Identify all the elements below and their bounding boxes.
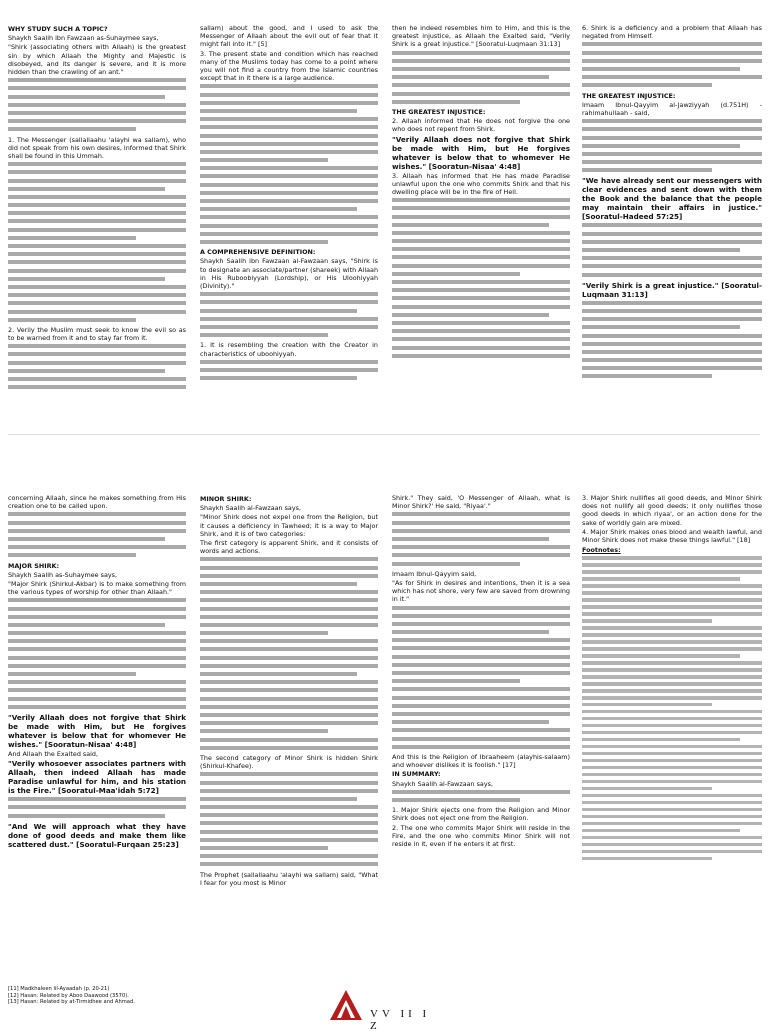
paragraph: 4. Major Shirk makes ones blood and wealth lawful, and Minor Shirk does not make these things lawful." [18] [582, 527, 762, 545]
section-heading: THE GREATEST INJUSTICE: [392, 107, 486, 116]
footnotes-heading: Footnotes: [582, 546, 621, 555]
text-block-placeholder [582, 119, 762, 172]
text-block-placeholder [392, 606, 570, 749]
text-block-placeholder [582, 223, 762, 276]
section-heading: MAJOR SHIRK: [8, 561, 60, 570]
text-block-placeholder [582, 42, 762, 87]
publisher-logo [326, 988, 438, 1032]
section-heading: THE GREATEST INJUSTICE: [582, 91, 676, 100]
paragraph: "Shirk (associating others with Allaah) is the greatest sin by which Allaah the Mighty and Majestic is disobeyed, and its danger is severe, and it is more hidden than the crawling of an ant." [8, 43, 186, 77]
logo-emblem-icon [326, 988, 366, 1022]
quranic-quote: "And We will approach what they have done of good deeds and make them like scattered dust." [Sooratul-Furqaan 25:23] [8, 821, 186, 849]
quranic-quote: "Verily whosoever associates partners with Allaah, then indeed Allaah has made Paradise unlawful for him, and his station is the Fire." [Sooratul-Maa'idah 5:72] [8, 759, 186, 796]
paragraph: The second category of Minor Shirk is hidden Shirk (Shirkul-Khafee). [200, 753, 378, 771]
top-column-4 [582, 24, 762, 420]
paragraph: 2. The one who commits Major Shirk will reside in the Fire, and the one who commits Minor Shirk will not reside in it, even if he enters it at first. [392, 823, 570, 848]
paragraph: Shaykh Saalih al-Fawzaan says, [200, 504, 301, 513]
paragraph: And Allaah the Exalted said, [8, 749, 99, 758]
paragraph: 1. The Messenger (sallallaahu 'alayhi wa sallam), who did not speak from his own desires, informed that Shirk shall be found in this Ummah. [8, 135, 186, 160]
footnote-line: [13] Hasan: Related by at-Tirmidhee and Ahmad. [8, 999, 135, 1006]
text-block-placeholder [8, 78, 186, 131]
text-block-placeholder [392, 512, 570, 565]
text-block-placeholder [392, 51, 570, 104]
section-heading: WHY STUDY SUCH A TOPIC? [8, 25, 108, 33]
top-column-3 [392, 24, 570, 420]
lower-column-4 [582, 494, 762, 988]
paragraph: 2. Allaah informed that He does not forgive the one who does not repent from Shirk. [392, 117, 570, 134]
footnote-line: [11] Madkhaleen lil-Ayaadah (p. 20-21) [8, 986, 110, 992]
paragraph: Shaykh Saalih ibn Fawzaan al-Fawzaan says, "Shirk is to designate an associate/partner (shareek) with Allaah in His Ruboobiyyah (Lordship), or His Uloohiyyah (Divinity)." [200, 257, 378, 290]
text-block-placeholder [8, 512, 186, 557]
paragraph: Shaykh Saalih ibn Fawzaan as-Suhaymee says, [8, 34, 159, 43]
paragraph: "Minor Shirk does not expel one from the Religion, but it causes a deficiency in Tawheed; it is a way to Major Shirk, and it is of two categories: [200, 513, 378, 538]
paragraph: 3. Major Shirk nullifies all good deeds, and Minor Shirk does not nullify all good deeds; it only nullifies those good deeds in which riyaa', or an action done for the sake of worldly gain are mixed. [582, 494, 762, 527]
paragraph: Shirk." They said, 'O Messenger of Allaah, what is Minor Shirk?' He said, "Riyaa'." [392, 494, 570, 511]
quranic-quote: "Verily Shirk is a great injustice." [Sooratul-Luqmaan 31:13] [582, 280, 762, 299]
paragraph: Imaam Ibnul-Qayyim said, [392, 569, 477, 578]
paragraph: 3. Allaah has informed that He has made Paradise unlawful upon the one who commits Shirk and that his dwelling place will be in the fire of Hell. [392, 171, 570, 196]
paragraph: "Major Shirk (Shirkul-Akbar) is to make something from the various types of worship for other than Allaah." [8, 579, 186, 597]
footnote-line: [12] Hasan: Related by Aboo Daawood (3570). [8, 992, 129, 999]
lower-column-3 [392, 494, 570, 988]
text-block-placeholder [582, 301, 762, 379]
top-column-2 [200, 24, 378, 420]
text-block-placeholder [8, 797, 186, 817]
paragraph: Shaykh Saalih al-Fawzaan says, [392, 779, 493, 788]
quranic-quote: "We have already sent our messengers with clear evidences and sent down with them the Book and the balance that the people may maintain their affairs in justice." [Sooratul-Hadeed 57:25] [582, 176, 762, 222]
footnotes-placeholder [582, 556, 762, 860]
top-column-1 [8, 24, 186, 420]
section-heading: A COMPREHENSIVE DEFINITION: [200, 248, 316, 257]
text-block-placeholder [200, 557, 378, 749]
quranic-quote: "Verily Allaah does not forgive that Shirk be made with Him, but He forgives whatever is below that for whomever He wishes." [Sooratun-Nisaa' 4:48] [8, 712, 186, 749]
paragraph: concerning Allaah, since he makes something from His creation one to be called upon. [8, 494, 186, 511]
paragraph: 1. It is resembling the creation with the Creator in characteristics of uboohiyyah. [200, 341, 378, 358]
footer-references [8, 986, 308, 1020]
text-block-placeholder [8, 598, 186, 708]
text-block-placeholder [392, 198, 570, 358]
paragraph: The Prophet (sallallaahu 'alayhi wa sallam) said, "What I fear for you most is Minor [200, 870, 378, 887]
text-block-placeholder [8, 344, 186, 389]
paragraph: And this is the Religion of Ibraaheem (alayhis-salaam) and whoever dislikes it is foolish." [17] [392, 752, 570, 770]
paragraph: "As for Shirk in desires and intentions, then it is a sea which has not shore, very few are saved from drowning in it." [392, 578, 570, 604]
paragraph: The first category is apparent Shirk, and it consists of words and actions. [200, 539, 378, 556]
paragraph: 1. Major Shirk ejects one from the Religion and Minor Shirk does not eject one from the Religion. [392, 806, 570, 823]
paragraph: 2. Verily the Muslim must seek to know the evil so as to be warned from it and to stay far from it. [8, 325, 186, 343]
text-block-placeholder [200, 360, 378, 380]
lower-column-1 [8, 494, 186, 988]
text-block-placeholder [8, 162, 186, 322]
text-block-placeholder [200, 772, 378, 866]
paragraph: Imaam Ibnul-Qayyim al-Jawziyyah (d.751H) - rahimahullaah - said, [582, 100, 762, 117]
lower-column-2 [200, 494, 378, 988]
quranic-quote: "Verily Allaah does not forgive that Shirk be made with Him, but He forgives whatever is below that to whomever He wishes." [Sooratun-Nisaa' 4:48] [392, 134, 570, 171]
paragraph: then he indeed resembles him to Him, and this is the greatest injustice, as Allaah the Exalted said, "Verily Shirk is a great injustice." [Sooratul-Luqmaan 31:13] [392, 24, 570, 49]
paragraph: 3. The present state and condition which has reached many of the Muslims today has come to a point where you will not find a country from the Islamic countries except that in it there is a large audience. [200, 49, 378, 83]
text-block-placeholder [392, 790, 570, 802]
paragraph: sallam) about the good, and I used to ask the Messenger of Allaah about the evil out of fear that it might fall into it." [5] [200, 24, 378, 49]
paragraph: Shaykh Saalih as-Suhaymee says, [8, 570, 118, 579]
text-block-placeholder [200, 292, 378, 337]
section-heading: IN SUMMARY: [392, 770, 441, 779]
section-divider [8, 434, 760, 435]
logo-text: VV II I Z [370, 1008, 431, 1032]
text-block-placeholder [200, 84, 378, 244]
paragraph: 6. Shirk is a deficiency and a problem that Allaah has negated from Himself. [582, 24, 762, 41]
section-heading: MINOR SHIRK: [200, 495, 252, 503]
